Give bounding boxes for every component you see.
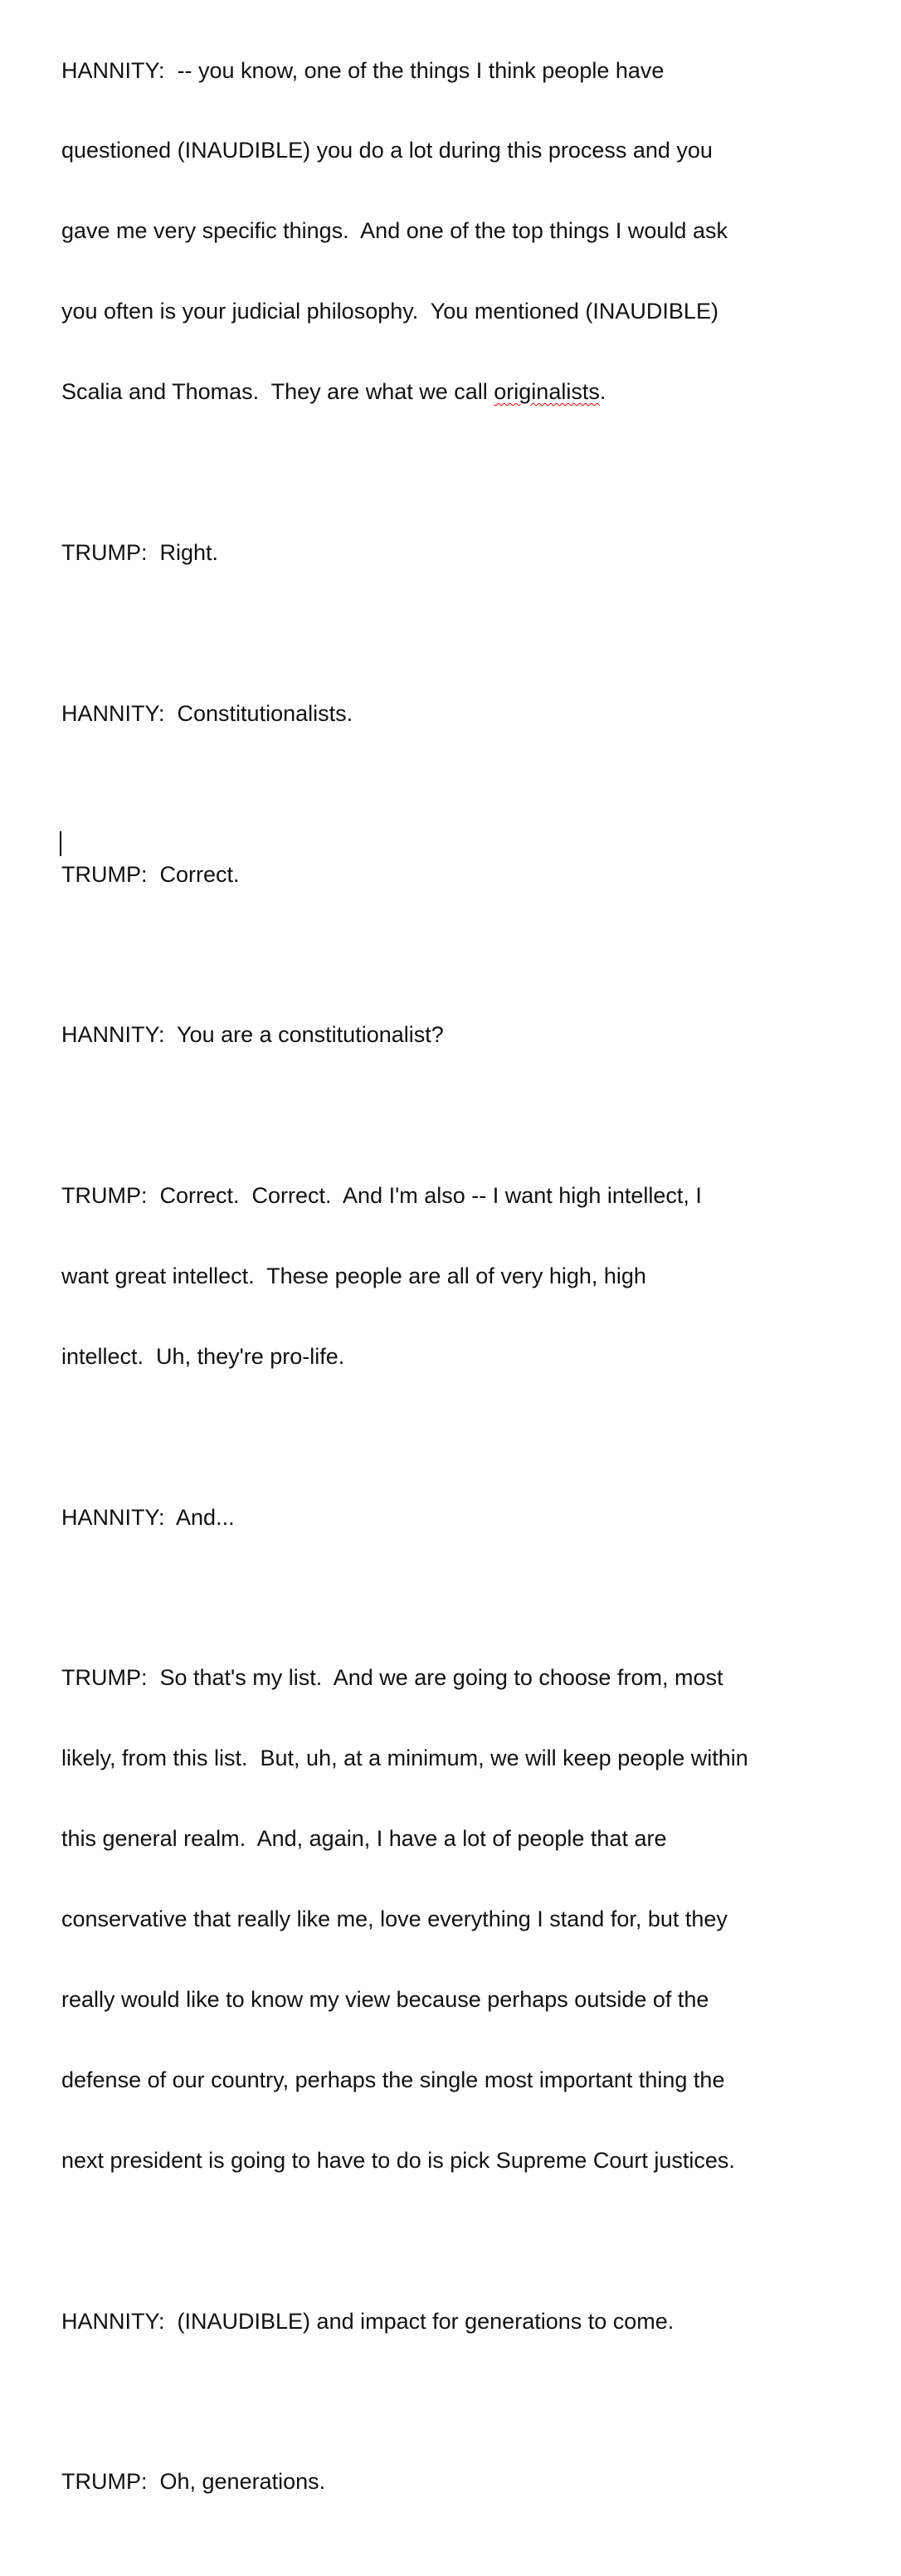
text-line: TRUMP: So that's my list. And we are going to choose from, most <box>61 1665 723 1691</box>
text-line: gave me very specific things. And one of the top things I would ask <box>61 218 728 244</box>
text-line: HANNITY: (INAUDIBLE) and impact for generations to come. <box>61 2308 675 2334</box>
text-line: TRUMP: Correct. Correct. And I'm also -- I want high intellect, I <box>61 1183 702 1209</box>
text-line: TRUMP: Oh, generations. <box>61 2469 326 2495</box>
paragraph-trump-4 <box>61 1611 891 2228</box>
paragraph-trump-2 <box>61 807 891 941</box>
transcript-body[interactable] <box>61 3 891 2576</box>
paragraph-hannity-1 <box>61 3 891 459</box>
misspelled-word[interactable]: originalists <box>494 379 600 405</box>
text-line: conservative that really like me, love everything I stand for, but they <box>61 1906 728 1932</box>
paragraph-hannity-5 <box>61 2254 891 2388</box>
text-line: defense of our country, perhaps the single most important thing the <box>61 2067 725 2092</box>
text-segment: Scalia and Thomas. They are what we call <box>61 379 494 405</box>
paragraph-trump-3 <box>61 1128 891 1423</box>
paragraph-trump-5 <box>61 2415 891 2549</box>
text-line: next president is going to have to do is pick Supreme Court justices. <box>61 2147 735 2173</box>
text-line <box>61 378 891 405</box>
text-line: this general realm. And, again, I have a lot of people that are <box>61 1826 667 1852</box>
text-line: questioned (INAUDIBLE) you do a lot during this process and you <box>61 138 713 163</box>
paragraph-trump-1 <box>61 485 891 619</box>
text-segment: . <box>599 379 606 405</box>
text-line: really would like to know my view because perhaps outside of the <box>61 1986 709 2012</box>
text-line: HANNITY: Constitutionalists. <box>61 700 353 726</box>
text-line: TRUMP: Right. <box>61 539 219 565</box>
text-insertion-cursor <box>60 831 61 856</box>
paragraph-hannity-2 <box>61 646 891 780</box>
text-line: TRUMP: Correct. <box>61 861 240 887</box>
text-line: HANNITY: You are a constitutionalist? <box>61 1022 444 1048</box>
paragraph-hannity-3 <box>61 968 891 1102</box>
text-line: likely, from this list. But, uh, at a minimum, we will keep people within <box>61 1746 748 1771</box>
text-line: intellect. Uh, they're pro-life. <box>61 1343 345 1369</box>
paragraph-hannity-4 <box>61 1450 891 1584</box>
text-line: HANNITY: -- you know, one of the things I think people have <box>61 57 665 83</box>
text-line: HANNITY: And... <box>61 1504 235 1530</box>
text-line: you often is your judicial philosophy. You mentioned (INAUDIBLE) <box>61 299 718 324</box>
text-line: want great intellect. These people are all of very high, high <box>61 1263 646 1288</box>
